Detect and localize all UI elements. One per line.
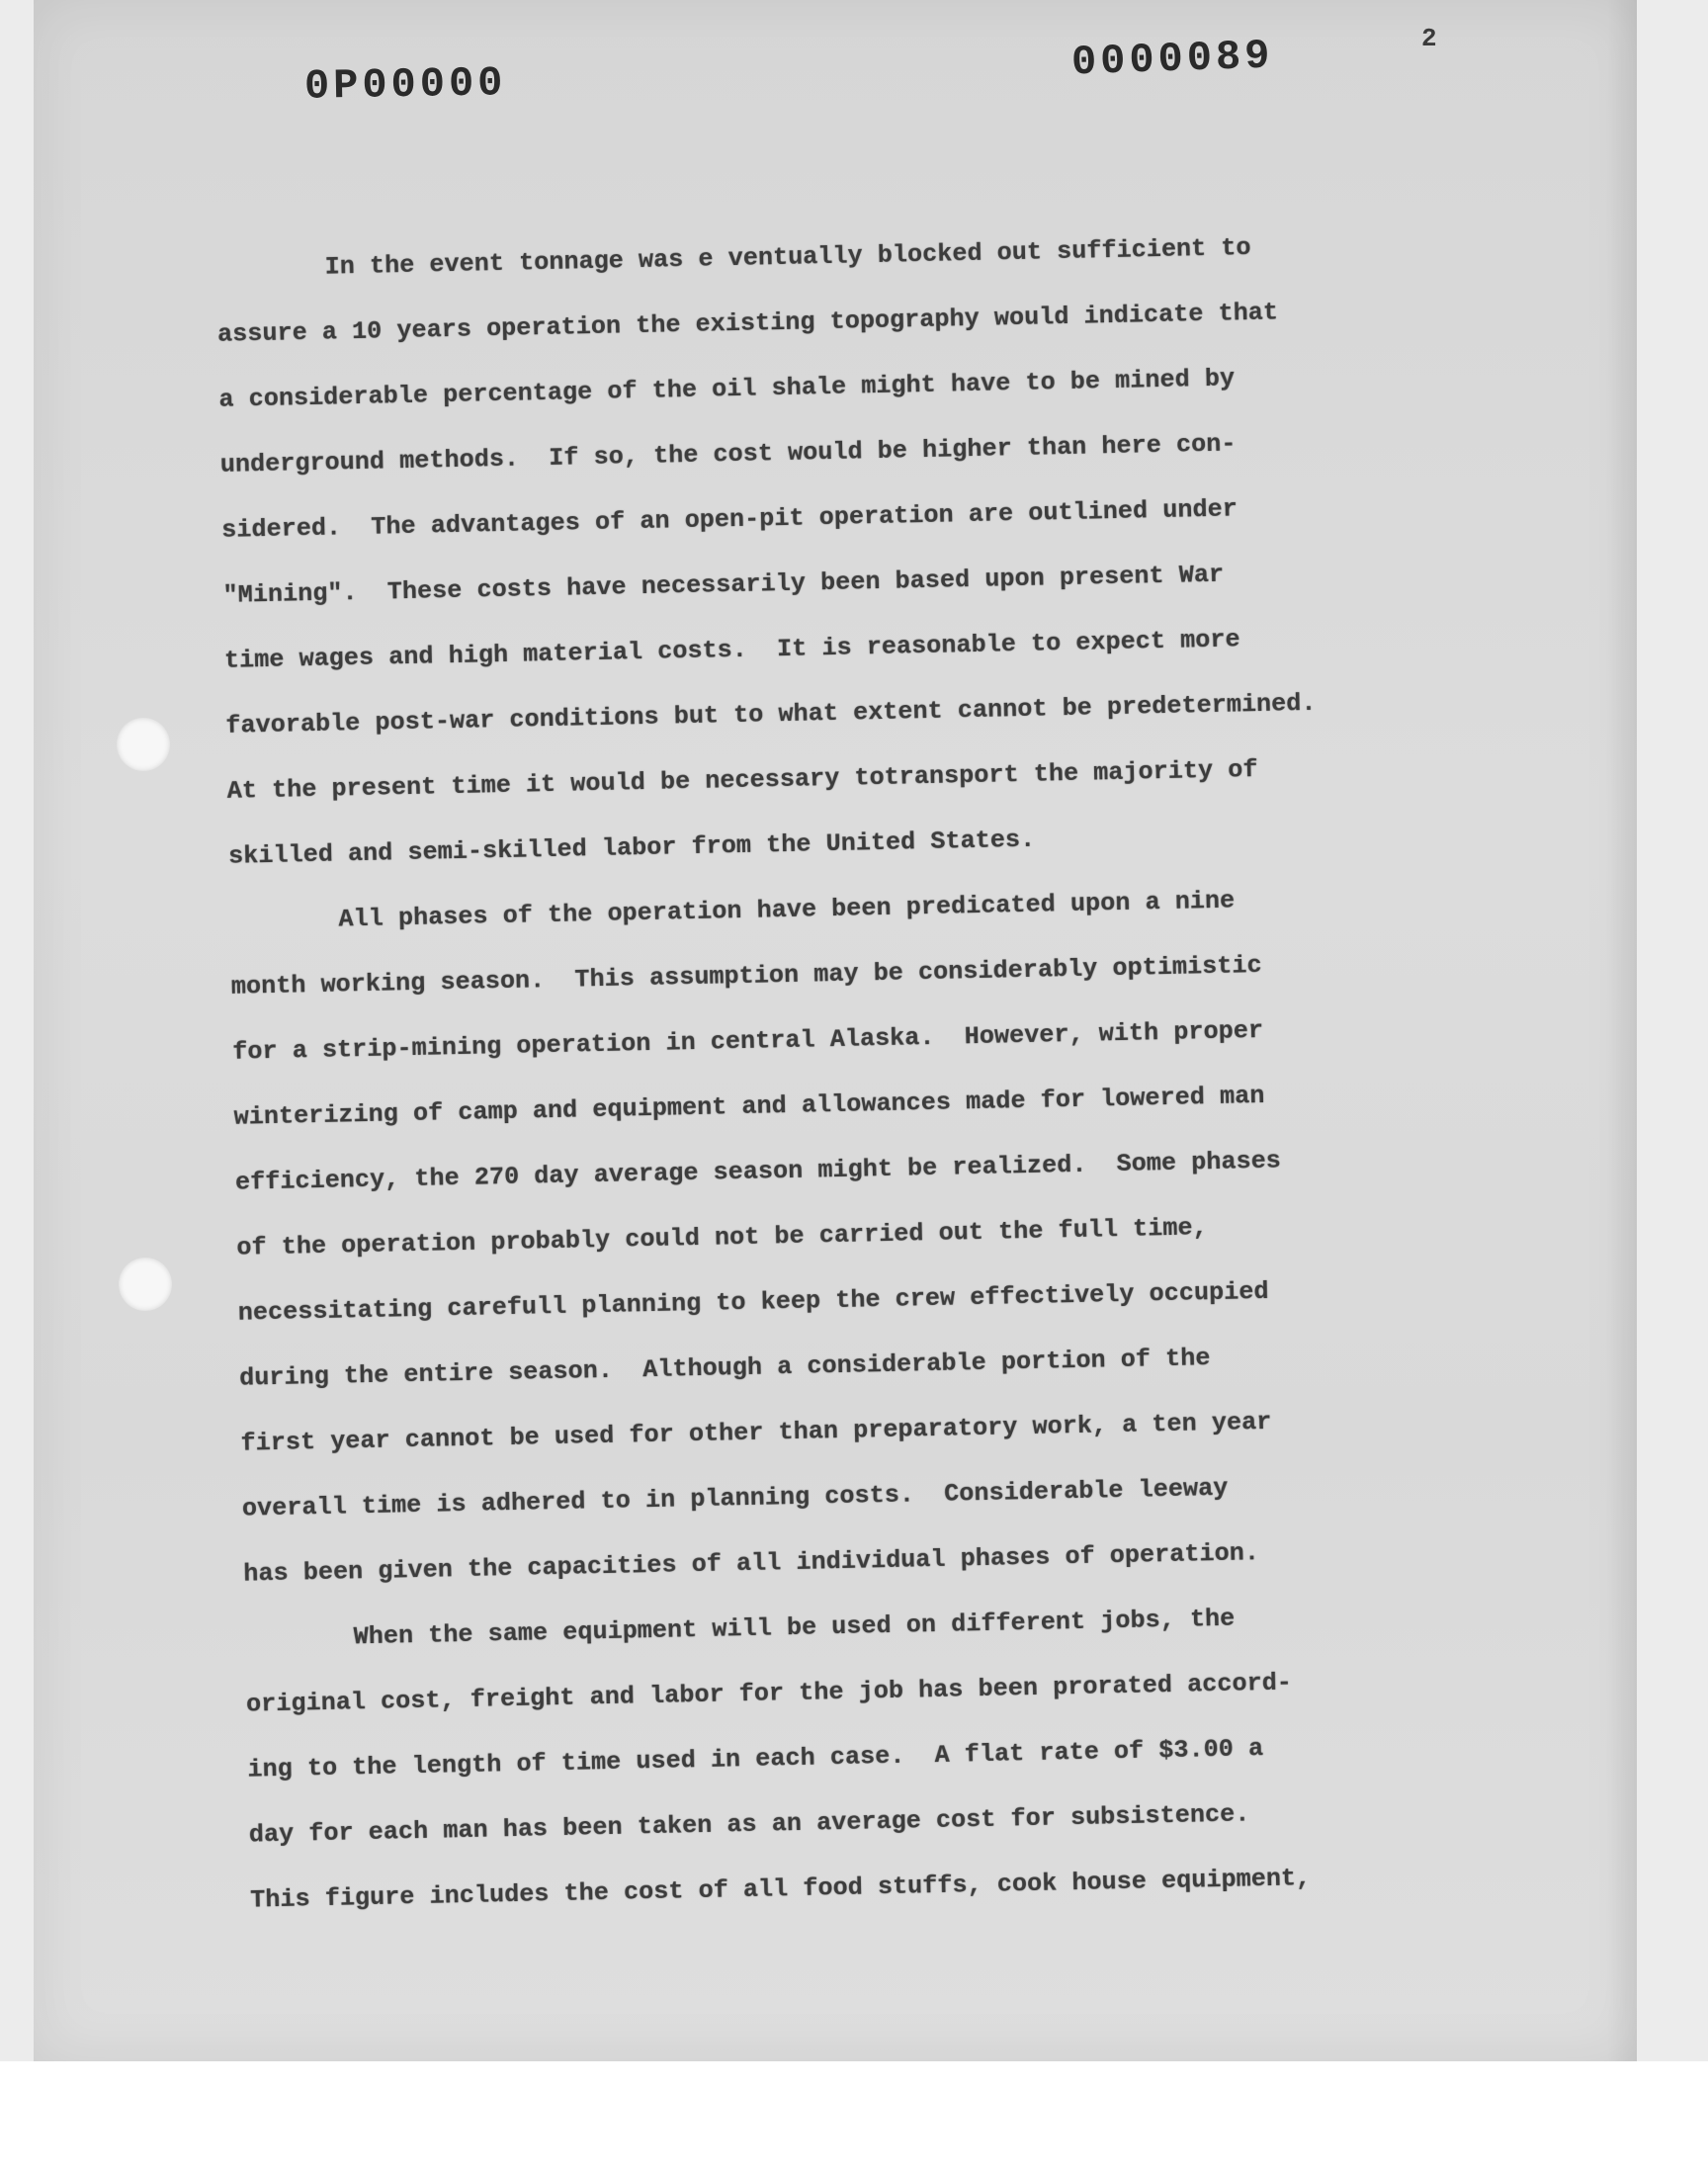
text-line: When the same equipment will be used on different jobs, the (353, 1604, 1236, 1652)
text-line: ing to the length of time used in each case. A flat rate of $3.00 a (247, 1734, 1264, 1784)
page-number: 2 (1421, 24, 1437, 53)
text-line: assure a 10 years operation the existing topography would indicate that (216, 298, 1279, 349)
text-line: original cost, freight and labor for the job has been prorated accord- (245, 1668, 1293, 1719)
document-stamp-left: 0P00000 (303, 59, 507, 111)
punch-hole (117, 718, 170, 771)
text-line: necessitating carefull planning to keep the crew effectively occupied (237, 1276, 1269, 1328)
text-line: favorable post-war conditions but to what extent cannot be predetermined. (225, 688, 1317, 740)
text-line: has been given the capacities of all individual phases of operation. (243, 1538, 1260, 1589)
text-line: All phases of the operation have been predicated upon a nine (338, 886, 1236, 934)
punch-hole (119, 1258, 172, 1311)
text-line: At the present time it would be necessary totransport the majority of (226, 755, 1258, 806)
text-line: first year cannot be used for other than preparatory work, a ten year (240, 1407, 1272, 1458)
document-stamp-right: 0000089 (1070, 32, 1275, 87)
text-line: during the entire season. Although a considerable portion of the (238, 1344, 1211, 1393)
text-line: winterizing of camp and equipment and allowances made for lowered man (233, 1081, 1265, 1132)
text-line: month working season. This assumption may be considerably optimistic (230, 950, 1262, 1001)
text-line: This figure includes the cost of all food stuffs, cook house equipment, (249, 1864, 1312, 1915)
text-line: day for each man has been taken as an average cost for subsistence. (248, 1799, 1250, 1850)
typewritten-body (215, 212, 1487, 1934)
page-edge-shadow (1607, 0, 1637, 2061)
text-line: a considerable percentage of the oil shale might have to be mined by (218, 364, 1236, 414)
text-line: "Mining". These costs have necessarily been based upon present War (222, 560, 1225, 610)
text-line: time wages and high material costs. It is reasonable to expect more (223, 625, 1240, 675)
text-line: sidered. The advantages of an open-pit operation are outlined under (220, 494, 1238, 545)
text-line: efficiency, the 270 day average season might be realized. Some phases (234, 1146, 1282, 1197)
text-line: skilled and semi-skilled labor from the United States. (227, 825, 1036, 871)
text-line: In the event tonnage was e ventually blocked out sufficient to (324, 233, 1251, 282)
text-line: overall time is adhered to in planning costs. Considerable leeway (241, 1473, 1229, 1523)
text-line: for a strip-mining operation in central Alaska. However, with proper (231, 1015, 1264, 1067)
text-line: underground methods. If so, the cost would be higher than here con- (219, 429, 1237, 479)
text-line: of the operation probably could not be carried out the full time, (236, 1213, 1208, 1262)
